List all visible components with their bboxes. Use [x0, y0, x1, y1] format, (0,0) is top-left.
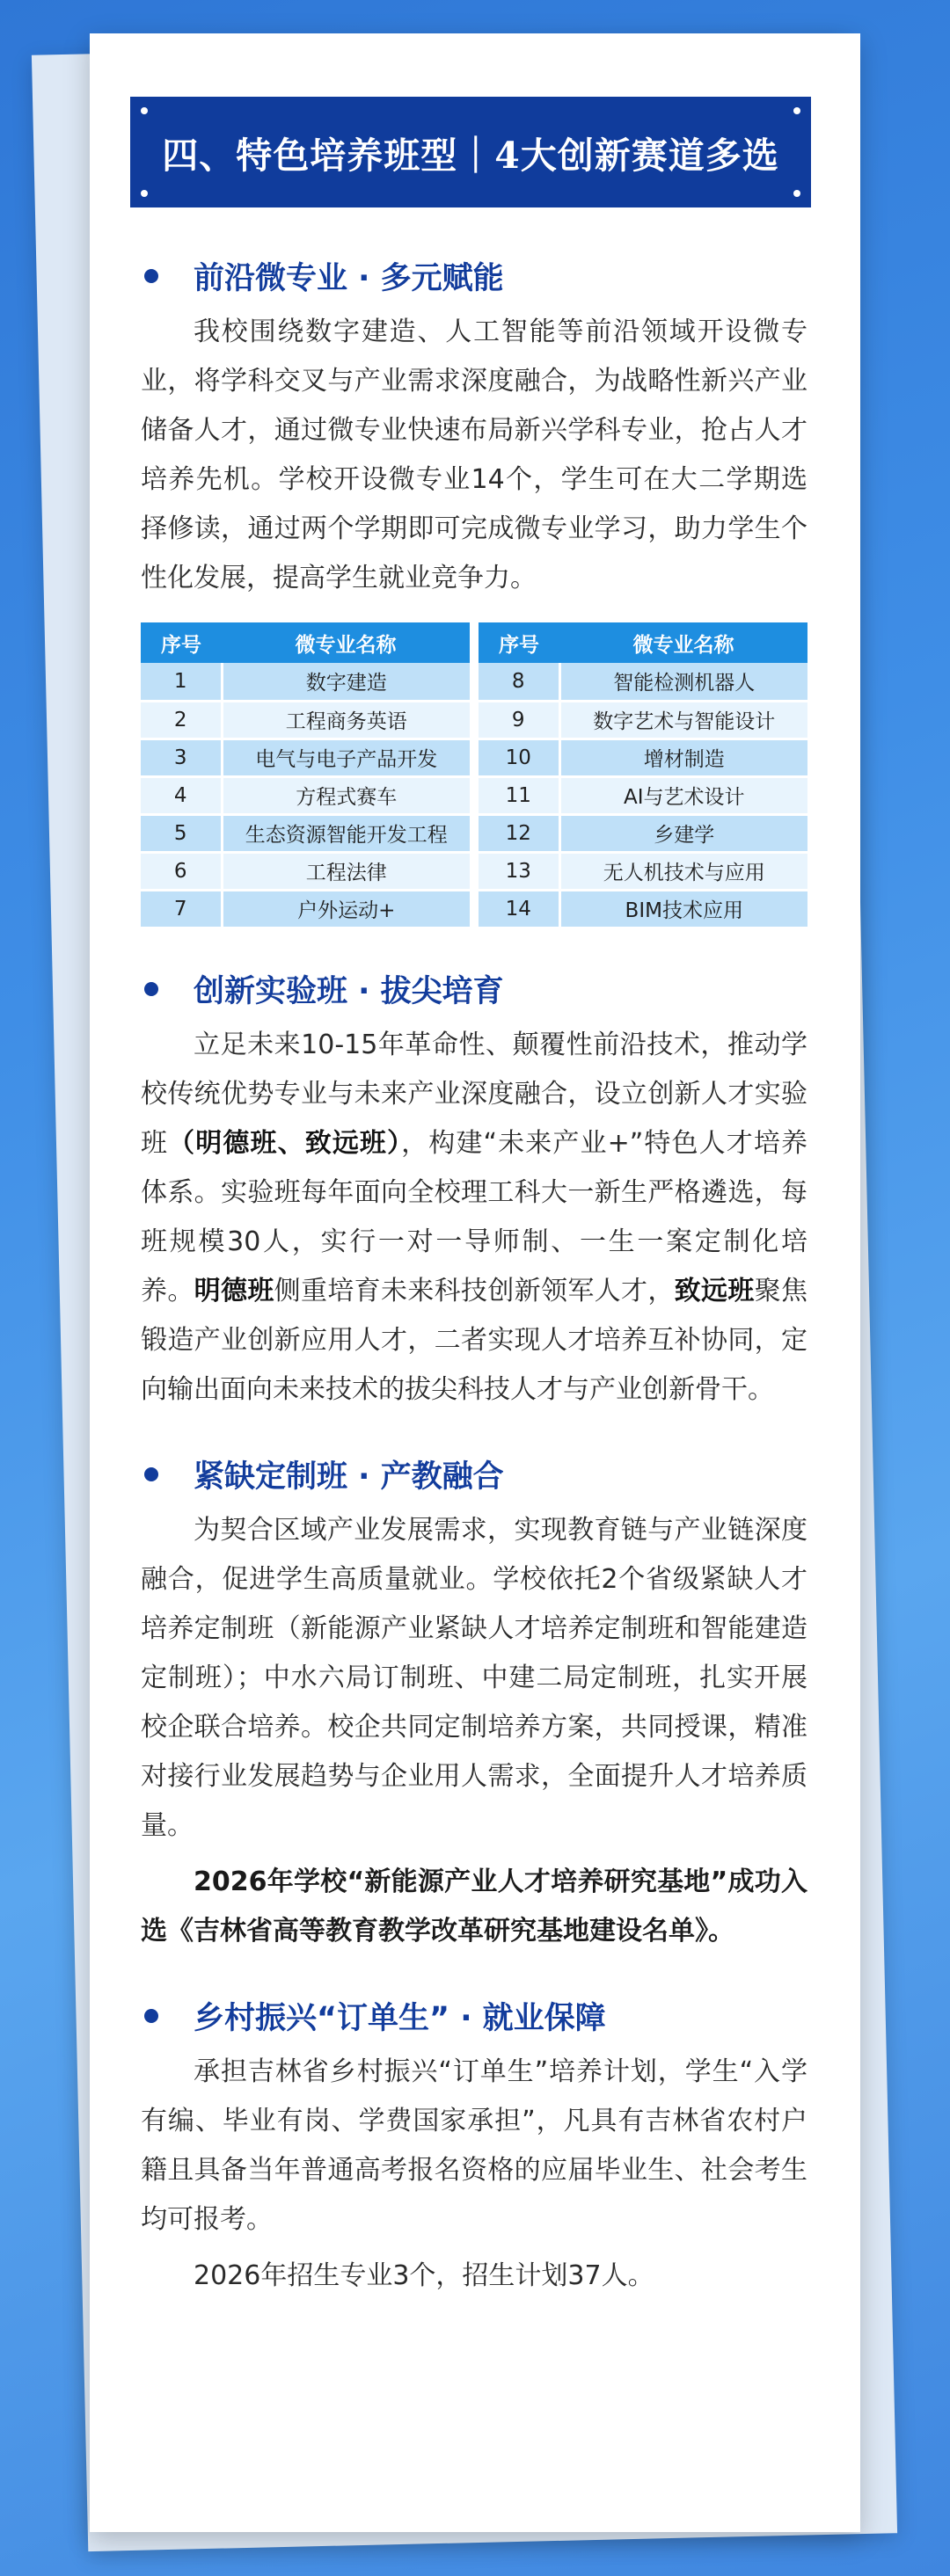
cell-name: 增材制造 — [559, 739, 808, 776]
cell-name: 工程法律 — [222, 852, 470, 890]
section-heading — [141, 964, 808, 1014]
section-title-band — [130, 97, 811, 207]
section-heading-text: 乡村振兴“订单生” · 就业保障 — [194, 2000, 606, 2036]
paragraph-bold-text: （明德班、致远班） — [168, 1127, 402, 1159]
section-custom-class — [141, 1450, 808, 1956]
paragraph-text: 立足未来10-15年革命性、颠覆性前沿技术，推动学校传统优势专业与未来产业深度融合，设立创新人才实验班 — [141, 1029, 808, 1159]
section-heading-text: 前沿微专业 · 多元赋能 — [194, 261, 504, 296]
table-header-row — [479, 622, 808, 663]
paragraph-bold-text: 明德班 — [194, 1275, 274, 1306]
table-header-row — [141, 622, 470, 663]
table-row — [479, 852, 808, 890]
table-row — [479, 776, 808, 814]
cell-no: 13 — [479, 852, 559, 890]
cell-no: 8 — [479, 663, 559, 701]
table-row — [141, 663, 470, 701]
bullet-dot-icon — [144, 982, 158, 996]
column-header-no: 序号 — [479, 622, 559, 663]
cell-no: 1 — [141, 663, 222, 701]
bullet-dot-icon — [144, 2009, 158, 2023]
cell-no: 14 — [479, 890, 559, 928]
corner-dot-icon — [793, 107, 800, 114]
cell-no: 7 — [141, 890, 222, 928]
table-row — [479, 739, 808, 776]
micro-major-table-right — [479, 622, 808, 929]
main-content — [141, 251, 808, 2301]
cell-name: 生态资源智能开发工程 — [222, 814, 470, 852]
cell-no: 9 — [479, 701, 559, 739]
cell-no: 4 — [141, 776, 222, 814]
cell-no: 2 — [141, 701, 222, 739]
table-row — [141, 890, 470, 928]
section-paragraph: 2026年招生专业3个，招生计划37人。 — [194, 2259, 654, 2291]
column-header-name: 微专业名称 — [559, 622, 808, 663]
cell-name: 方程式赛车 — [222, 776, 470, 814]
corner-dot-icon — [793, 190, 800, 197]
cell-no: 6 — [141, 852, 222, 890]
table-row — [141, 739, 470, 776]
corner-dot-icon — [141, 190, 148, 197]
table-row — [479, 663, 808, 701]
cell-name: 无人机技术与应用 — [559, 852, 808, 890]
cell-name: AI与艺术设计 — [559, 776, 808, 814]
table-row — [141, 701, 470, 739]
section-heading — [141, 251, 808, 301]
table-row — [141, 852, 470, 890]
table-row — [479, 814, 808, 852]
section-bold-paragraph: 2026年学校“新能源产业人才培养研究基地”成功入选《吉林省高等教育教学改革研究基地建设名单》。 — [141, 1866, 808, 1947]
cell-name: 工程商务英语 — [222, 701, 470, 739]
section-heading-text: 创新实验班 · 拔尖培育 — [194, 973, 504, 1009]
section-micro-major — [141, 251, 808, 929]
paragraph-text: 聚焦锻造产业创新应用人才，二者实现人才培养互补协同，定向输出面向未来技术的拔尖科技人才与产业创新骨干。 — [141, 1275, 808, 1405]
micro-major-table-left — [141, 622, 470, 929]
section-paragraph: 我校围绕数字建造、人工智能等前沿领域开设微专业，将学科交叉与产业需求深度融合，为战略性新兴产业储备人才，通过微专业快速布局新兴学科专业，抢占人才培养先机。学校开设微专业14个，学生可在大二学期选择修读，通过两个学期即可完成微专业学习，助力学生个性化发展，提高学生就业竞争力。 — [141, 317, 808, 593]
section-heading — [141, 1991, 808, 2041]
table-row — [479, 890, 808, 928]
corner-dot-icon — [141, 107, 148, 114]
cell-name: 乡建学 — [559, 814, 808, 852]
paragraph-text: ，构建“未来产业+”特色人才培养体系。实验班每年面向全校理工科大一新生严格遴选，每班规模30人，实行一对一导师制、一生一案定制化培养。 — [141, 1127, 808, 1306]
cell-name: BIM技术应用 — [559, 890, 808, 928]
cell-no: 3 — [141, 739, 222, 776]
bullet-dot-icon — [144, 269, 158, 283]
cell-name: 智能检测机器人 — [559, 663, 808, 701]
table-row — [141, 776, 470, 814]
table-row — [141, 814, 470, 852]
section-heading-text: 紧缺定制班 · 产教融合 — [194, 1459, 504, 1495]
section-paragraph: 承担吉林省乡村振兴“订单生”培养计划，学生“入学有编、毕业有岗、学费国家承担”，凡具有吉林省农村户籍且具备当年普通高考报名资格的应届毕业生、社会考生均可报考。 — [141, 2056, 808, 2235]
paragraph-bold-text: 致远班 — [674, 1275, 755, 1306]
content-sheet — [90, 33, 860, 2532]
cell-no: 5 — [141, 814, 222, 852]
paragraph-text: 侧重培育未来科技创新领军人才， — [274, 1275, 675, 1306]
table-row — [479, 701, 808, 739]
cell-name: 数字建造 — [222, 663, 470, 701]
cell-no: 12 — [479, 814, 559, 852]
cell-no: 10 — [479, 739, 559, 776]
cell-name: 电气与电子产品开发 — [222, 739, 470, 776]
cell-name: 户外运动+ — [222, 890, 470, 928]
section-paragraph — [141, 1021, 808, 1415]
section-paragraph: 为契合区域产业发展需求，实现教育链与产业链深度融合，促进学生高质量就业。学校依托2个省级紧缺人才培养定制班（新能源产业紧缺人才培养定制班和智能建造定制班）；中水六局订制班、中建二局定制班，扎实开展校企联合培养。校企共同定制培养方案，共同授课，精准对接行业发展趋势与企业用人需求，全面提升人才培养质量。 — [141, 1514, 808, 1841]
page-title: 四、特色培养班型｜4大创新赛道多选 — [162, 134, 779, 177]
micro-major-tables — [141, 622, 808, 929]
section-rural-order-students — [141, 1991, 808, 2301]
column-header-no: 序号 — [141, 622, 222, 663]
cell-no: 11 — [479, 776, 559, 814]
column-header-name: 微专业名称 — [222, 622, 470, 663]
cell-name: 数字艺术与智能设计 — [559, 701, 808, 739]
bullet-dot-icon — [144, 1467, 158, 1481]
section-heading — [141, 1450, 808, 1499]
section-innovation-class — [141, 964, 808, 1415]
